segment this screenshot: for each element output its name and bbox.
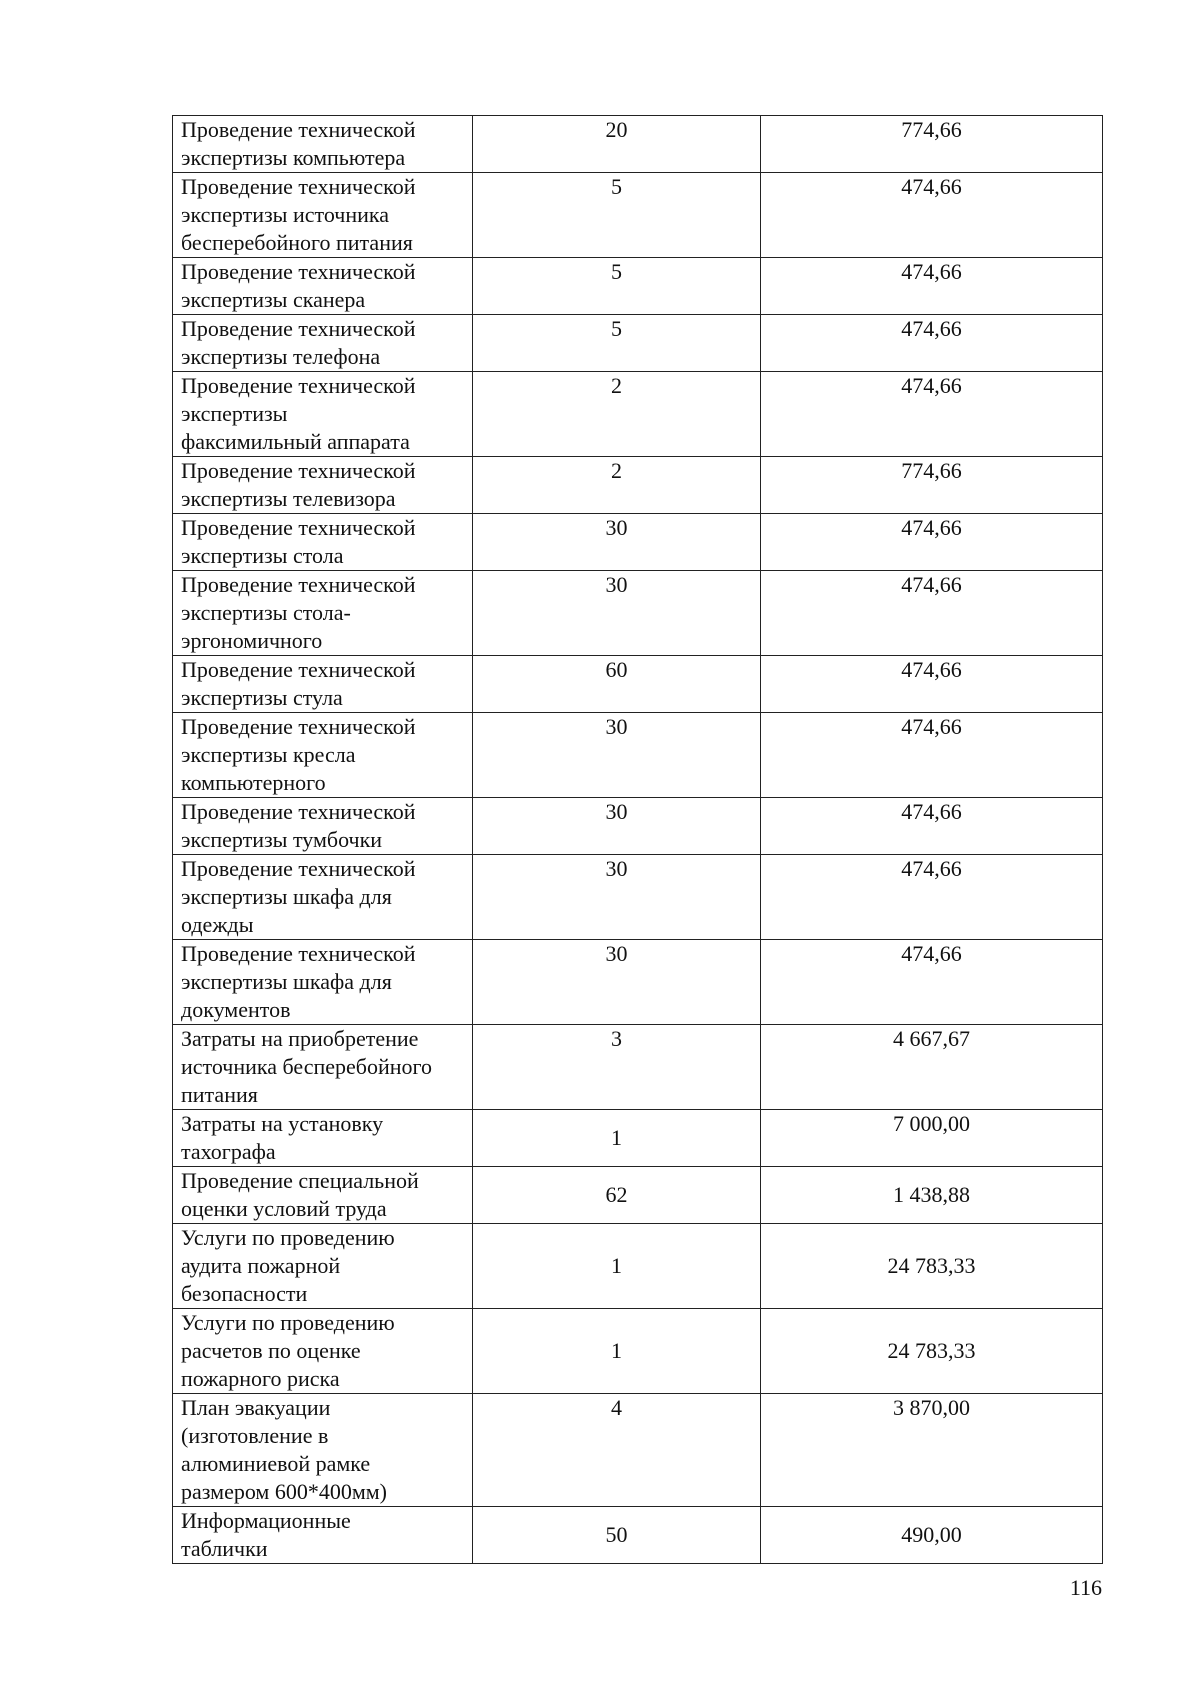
- item-price: 474,66: [761, 798, 1103, 855]
- item-name: Услуги по проведению расчетов по оценке пожарного риска: [173, 1309, 473, 1394]
- item-price: 474,66: [761, 855, 1103, 940]
- item-name: Информационные таблички: [173, 1507, 473, 1564]
- item-name: Проведение технической экспертизы стола- эргономичного: [173, 571, 473, 656]
- item-quantity: 20: [473, 116, 761, 173]
- item-quantity: 30: [473, 855, 761, 940]
- item-quantity: 1: [473, 1224, 761, 1309]
- item-quantity: 2: [473, 372, 761, 457]
- item-quantity: 30: [473, 798, 761, 855]
- item-price: 474,66: [761, 940, 1103, 1025]
- table-row: [173, 1110, 1103, 1167]
- item-quantity: 30: [473, 713, 761, 798]
- item-price: 24 783,33: [761, 1309, 1103, 1394]
- item-quantity: 5: [473, 258, 761, 315]
- item-quantity: 50: [473, 1507, 761, 1564]
- item-quantity: 4: [473, 1394, 761, 1507]
- item-name: Проведение технической экспертизы телевизора: [173, 457, 473, 514]
- item-price: 3 870,00: [761, 1394, 1103, 1507]
- item-price: 1 438,88: [761, 1167, 1103, 1224]
- item-name: Проведение технической экспертизы сканера: [173, 258, 473, 315]
- table-row: [173, 1167, 1103, 1224]
- item-price: 474,66: [761, 173, 1103, 258]
- item-quantity: 60: [473, 656, 761, 713]
- table-row: [173, 315, 1103, 372]
- item-name: Проведение технической экспертизы факсимильный аппарата: [173, 372, 473, 457]
- item-name: Проведение технической экспертизы стула: [173, 656, 473, 713]
- item-price: 774,66: [761, 116, 1103, 173]
- item-name: Проведение технической экспертизы шкафа для одежды: [173, 855, 473, 940]
- table-row: [173, 1309, 1103, 1394]
- item-name: План эвакуации (изготовление в алюминиевой рамке размером 600*400мм): [173, 1394, 473, 1507]
- table-row: [173, 457, 1103, 514]
- item-quantity: 30: [473, 940, 761, 1025]
- item-name: Проведение технической экспертизы телефона: [173, 315, 473, 372]
- table-row: [173, 1394, 1103, 1507]
- item-quantity: 3: [473, 1025, 761, 1110]
- item-price: 4 667,67: [761, 1025, 1103, 1110]
- item-quantity: 2: [473, 457, 761, 514]
- item-price: 474,66: [761, 571, 1103, 656]
- item-price: 474,66: [761, 656, 1103, 713]
- table-row: [173, 258, 1103, 315]
- item-price: 474,66: [761, 713, 1103, 798]
- table-row: [173, 855, 1103, 940]
- item-quantity: 62: [473, 1167, 761, 1224]
- item-name: Проведение технической экспертизы компьютера: [173, 116, 473, 173]
- item-quantity: 1: [473, 1309, 761, 1394]
- item-price: 474,66: [761, 514, 1103, 571]
- table-row: [173, 372, 1103, 457]
- table-row: [173, 514, 1103, 571]
- item-name: Проведение технической экспертизы источника бесперебойного питания: [173, 173, 473, 258]
- item-name: Проведение технической экспертизы кресла компьютерного: [173, 713, 473, 798]
- item-name: Проведение технической экспертизы тумбочки: [173, 798, 473, 855]
- item-quantity: 5: [473, 173, 761, 258]
- item-name: Услуги по проведению аудита пожарной безопасности: [173, 1224, 473, 1309]
- item-price: 474,66: [761, 258, 1103, 315]
- table-row: [173, 798, 1103, 855]
- table-row: [173, 1224, 1103, 1309]
- table-row: [173, 656, 1103, 713]
- item-quantity: 30: [473, 514, 761, 571]
- item-quantity: 30: [473, 571, 761, 656]
- item-price: 474,66: [761, 372, 1103, 457]
- item-price: 24 783,33: [761, 1224, 1103, 1309]
- table-row: [173, 571, 1103, 656]
- item-name: Проведение технической экспертизы стола: [173, 514, 473, 571]
- item-name: Проведение специальной оценки условий труда: [173, 1167, 473, 1224]
- item-quantity: 1: [473, 1110, 761, 1167]
- table-row: [173, 1507, 1103, 1564]
- table-row: [173, 713, 1103, 798]
- table-row: [173, 116, 1103, 173]
- table-row: [173, 173, 1103, 258]
- item-price: 774,66: [761, 457, 1103, 514]
- item-price: 7 000,00: [761, 1110, 1103, 1167]
- item-price: 474,66: [761, 315, 1103, 372]
- item-name: Затраты на установку тахографа: [173, 1110, 473, 1167]
- table-row: [173, 940, 1103, 1025]
- cost-table: [172, 115, 1103, 1564]
- page-number: 116: [1069, 1575, 1102, 1600]
- item-name: Проведение технической экспертизы шкафа для документов: [173, 940, 473, 1025]
- item-quantity: 5: [473, 315, 761, 372]
- table-row: [173, 1025, 1103, 1110]
- item-name: Затраты на приобретение источника бесперебойного питания: [173, 1025, 473, 1110]
- item-price: 490,00: [761, 1507, 1103, 1564]
